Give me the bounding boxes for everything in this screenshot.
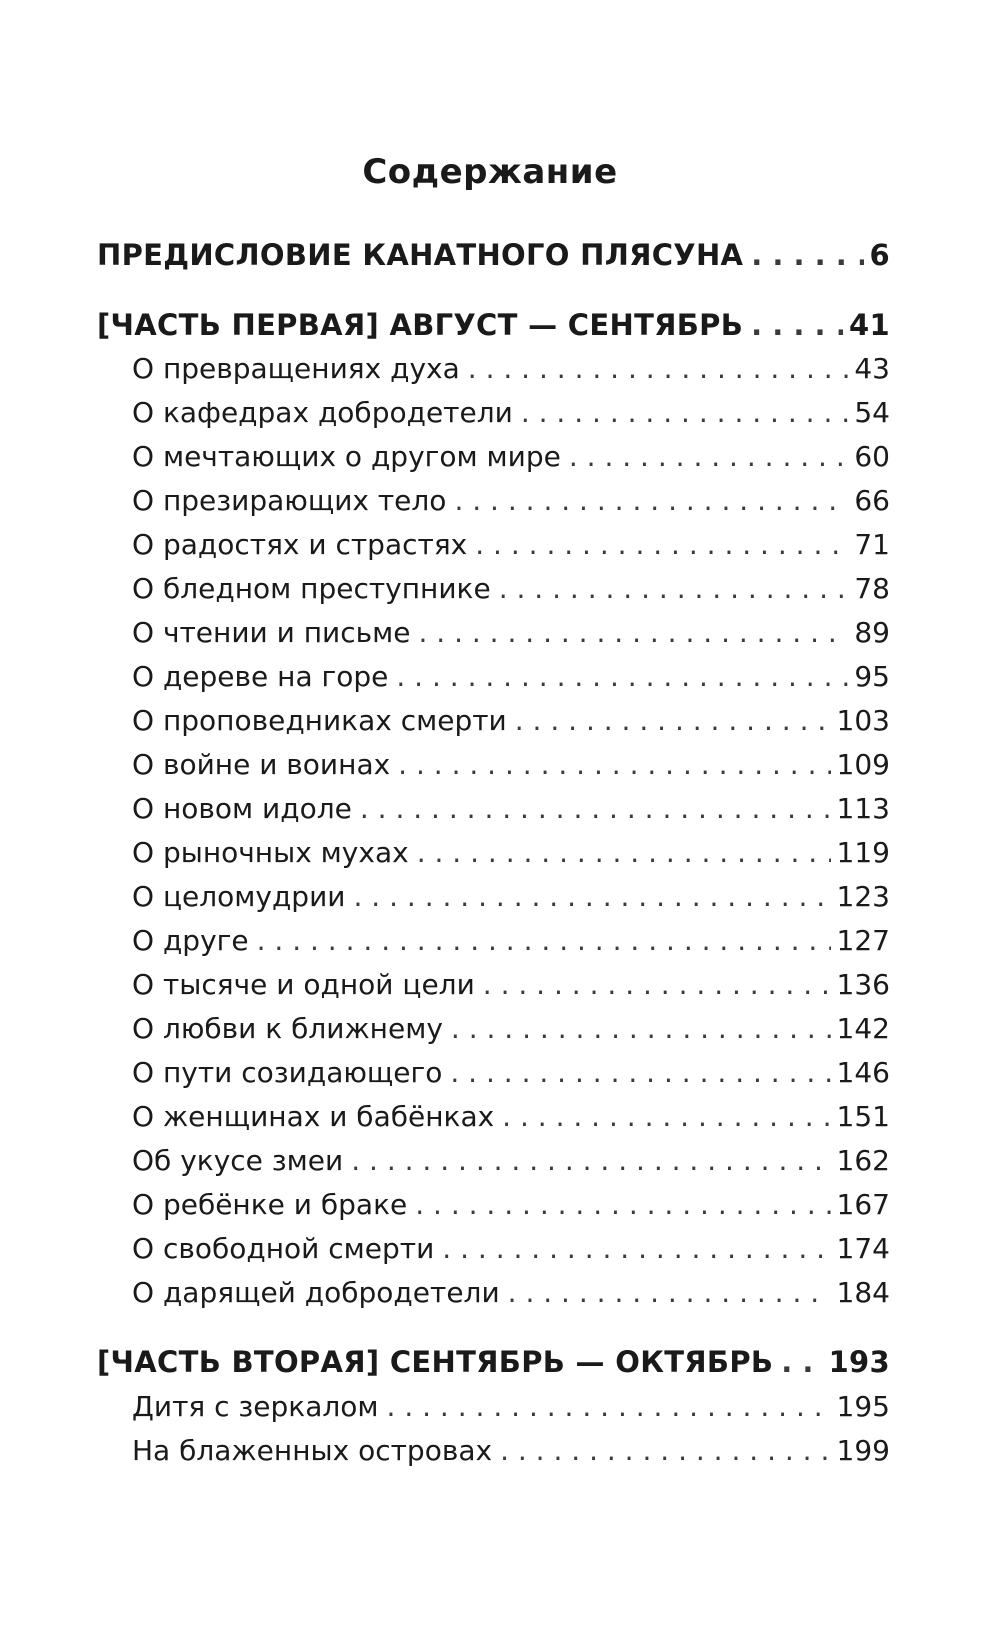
entry-page-number: 162 xyxy=(836,1144,890,1177)
toc-entry[interactable] xyxy=(132,352,890,385)
entry-label: О войне и воинах xyxy=(132,748,391,781)
toc-entry[interactable] xyxy=(132,1276,890,1309)
entry-label: О дарящей добродетели xyxy=(132,1276,500,1309)
entry-label: О дереве на горе xyxy=(132,660,389,693)
dot-leader xyxy=(351,1144,830,1177)
entry-page-number: 199 xyxy=(836,1434,890,1467)
entry-label: О женщинах и бабёнках xyxy=(132,1100,495,1133)
toc-entry[interactable] xyxy=(132,1056,890,1089)
dot-leader xyxy=(450,1056,830,1089)
section-label: [ЧАСТЬ ПЕРВАЯ] АВГУСТ — СЕНТЯБРЬ xyxy=(97,308,744,342)
toc-entry[interactable] xyxy=(132,440,890,473)
entry-label: О рыночных мухах xyxy=(132,836,409,869)
dot-leader xyxy=(499,572,849,605)
entry-label: О новом идоле xyxy=(132,792,352,825)
toc-entry[interactable] xyxy=(132,1012,890,1045)
entry-label: На блаженных островах xyxy=(132,1434,493,1467)
entry-label: О целомудрии xyxy=(132,880,346,913)
toc-section-preface[interactable] xyxy=(97,238,890,272)
toc-entry[interactable] xyxy=(132,616,890,649)
toc-entry[interactable] xyxy=(132,528,890,561)
entry-label: О ребёнке и браке xyxy=(132,1188,408,1221)
entry-page-number: 60 xyxy=(854,440,890,473)
dot-leader xyxy=(483,968,831,1001)
dot-leader xyxy=(781,1345,822,1379)
dot-leader xyxy=(442,1232,830,1265)
entry-label: О кафедрах добродетели xyxy=(132,396,513,429)
entry-page-number: 136 xyxy=(836,968,890,1001)
entry-page-number: 151 xyxy=(836,1100,890,1133)
entry-page-number: 54 xyxy=(854,396,890,429)
entry-label: О тысяче и одной цели xyxy=(132,968,475,1001)
dot-leader xyxy=(398,748,830,781)
toc-section-part-one[interactable] xyxy=(97,308,890,342)
toc-entry[interactable] xyxy=(132,1144,890,1177)
entry-label: О друге xyxy=(132,924,249,957)
dot-leader xyxy=(468,352,849,385)
entry-page-number: 109 xyxy=(836,748,890,781)
entry-page-number: 71 xyxy=(854,528,890,561)
dot-leader xyxy=(569,440,849,473)
toc-entry[interactable] xyxy=(132,836,890,869)
toc-entry[interactable] xyxy=(132,704,890,737)
entry-label: О проповедниках смерти xyxy=(132,704,507,737)
entry-page-number: 174 xyxy=(836,1232,890,1265)
entry-label: О превращениях духа xyxy=(132,352,460,385)
entry-page-number: 95 xyxy=(854,660,890,693)
dot-leader xyxy=(360,792,831,825)
entry-page-number: 103 xyxy=(836,704,890,737)
toc-entry[interactable] xyxy=(132,1232,890,1265)
section-label: [ЧАСТЬ ВТОРАЯ] СЕНТЯБРЬ — ОКТЯБРЬ xyxy=(97,1345,774,1379)
entry-label: Дитя с зеркалом xyxy=(132,1390,379,1423)
toc-section-part-two[interactable] xyxy=(97,1345,890,1379)
entry-page-number: 113 xyxy=(836,792,890,825)
entry-label: О мечтающих о другом мире xyxy=(132,440,561,473)
entry-label: Об укусе змеи xyxy=(132,1144,344,1177)
entry-page-number: 127 xyxy=(836,924,890,957)
dot-leader xyxy=(500,1434,830,1467)
entry-page-number: 184 xyxy=(836,1276,890,1309)
dot-leader xyxy=(521,396,849,429)
toc-entry[interactable] xyxy=(132,484,890,517)
dot-leader xyxy=(417,836,831,869)
dot-leader xyxy=(257,924,831,957)
entry-page-number: 195 xyxy=(836,1390,890,1423)
toc-entry[interactable] xyxy=(132,1434,890,1467)
entry-page-number: 167 xyxy=(836,1188,890,1221)
entry-page-number: 66 xyxy=(854,484,890,517)
toc-entry[interactable] xyxy=(132,1188,890,1221)
toc-entry[interactable] xyxy=(132,748,890,781)
entry-label: О чтении и письме xyxy=(132,616,411,649)
toc-entry[interactable] xyxy=(132,660,890,693)
toc-entry[interactable] xyxy=(132,1390,890,1423)
entry-label: О презирающих тело xyxy=(132,484,447,517)
entry-page-number: 78 xyxy=(854,572,890,605)
toc-entry[interactable] xyxy=(132,396,890,429)
toc-entry[interactable] xyxy=(132,968,890,1001)
toc-entry[interactable] xyxy=(132,572,890,605)
toc-entry[interactable] xyxy=(132,792,890,825)
dot-leader xyxy=(353,880,830,913)
toc-title: Содержание xyxy=(362,152,618,192)
dot-leader xyxy=(396,660,848,693)
dot-leader xyxy=(751,308,843,342)
dot-leader xyxy=(451,1012,831,1045)
section-label: ПРЕДИСЛОВИЕ КАНАТНОГО ПЛЯСУНА xyxy=(97,238,744,272)
entry-label: О пути созидающего xyxy=(132,1056,443,1089)
section-page-number: 193 xyxy=(828,1345,890,1379)
entry-page-number: 43 xyxy=(854,352,890,385)
dot-leader xyxy=(502,1100,830,1133)
entry-page-number: 119 xyxy=(836,836,890,869)
entry-label: О бледном преступнике xyxy=(132,572,491,605)
entry-page-number: 142 xyxy=(836,1012,890,1045)
entry-label: О радостях и страстях xyxy=(132,528,468,561)
dot-leader xyxy=(418,616,848,649)
toc-entry[interactable] xyxy=(132,924,890,957)
entry-page-number: 89 xyxy=(854,616,890,649)
dot-leader xyxy=(454,484,848,517)
entry-page-number: 146 xyxy=(836,1056,890,1089)
dot-leader xyxy=(751,238,863,272)
entry-label: О свободной смерти xyxy=(132,1232,435,1265)
dot-leader xyxy=(387,1390,831,1423)
entry-label: О любви к ближнему xyxy=(132,1012,443,1045)
dot-leader xyxy=(415,1188,830,1221)
toc-entry[interactable] xyxy=(132,880,890,913)
toc-entry[interactable] xyxy=(132,1100,890,1133)
dot-leader xyxy=(508,1276,831,1309)
section-page-number: 41 xyxy=(849,308,890,342)
entry-page-number: 123 xyxy=(836,880,890,913)
section-page-number: 6 xyxy=(869,238,890,272)
dot-leader xyxy=(475,528,848,561)
dot-leader xyxy=(515,704,831,737)
